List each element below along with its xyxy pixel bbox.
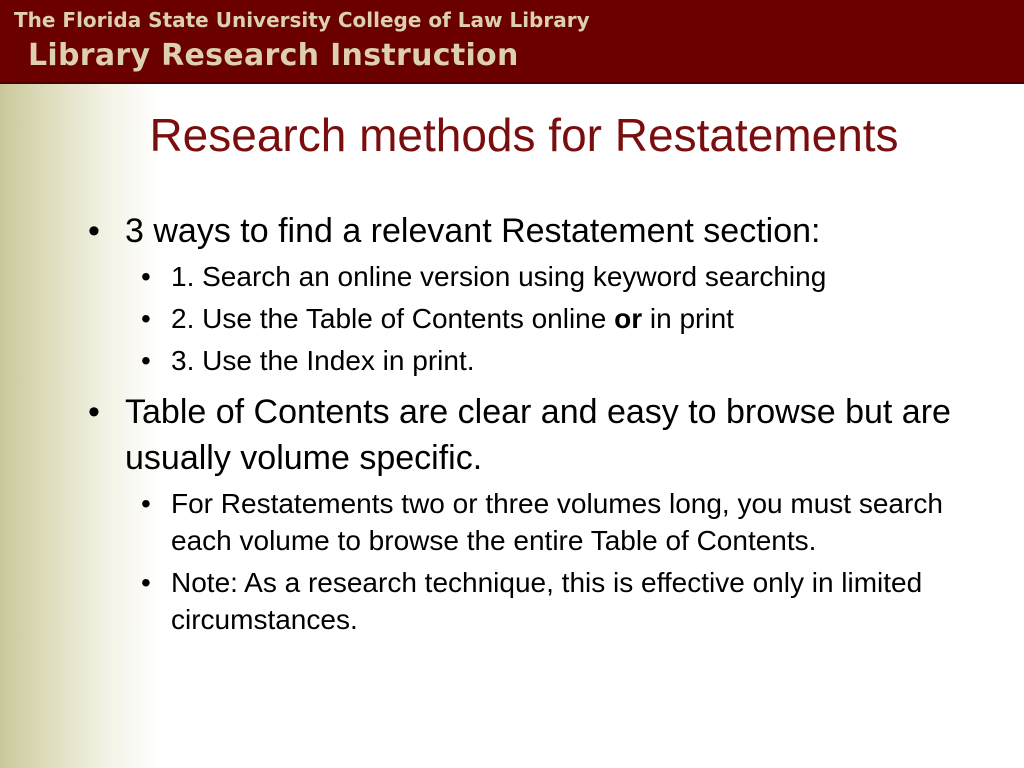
- bullet-item: [88, 208, 998, 254]
- slide-content: [88, 208, 998, 643]
- header-banner: [0, 0, 1024, 84]
- sub-bullet-icon: •: [141, 567, 151, 598]
- sub-bullet-item: [88, 485, 998, 559]
- bullet-text: 3 ways to find a relevant Restatement section:: [125, 212, 821, 250]
- sub-bullet-icon: •: [141, 303, 151, 334]
- series-title: Library Research Instruction: [28, 38, 519, 73]
- sub-bullet-text: Note: As a research technique, this is effective only in limited circumstances.: [171, 567, 923, 635]
- bullet-icon: •: [88, 393, 100, 431]
- sub-bullet-item: [88, 342, 998, 379]
- bullet-item: [88, 389, 998, 481]
- sub-bullet-emphasis: or: [614, 303, 643, 334]
- sub-bullet-icon: •: [141, 261, 151, 292]
- sub-bullet-text: 3. Use the Index in print.: [171, 345, 475, 376]
- institution-name: The Florida State University College of Law Library: [14, 8, 590, 32]
- sub-bullet-icon: •: [141, 488, 151, 519]
- sub-bullet-icon: •: [141, 345, 151, 376]
- sub-bullet-item: [88, 300, 998, 337]
- slide-title: Research methods for Restatements: [149, 109, 899, 161]
- bullet-icon: •: [88, 212, 100, 250]
- sub-bullet-text: 1. Search an online version using keyword searching: [171, 261, 827, 292]
- sub-bullet-text-end: in print: [642, 303, 734, 334]
- sub-bullet-text-start: 2. Use the Table of Contents online: [171, 303, 615, 334]
- sub-bullet-item: [88, 258, 998, 295]
- sub-bullet-item: [88, 564, 998, 638]
- sub-bullet-text: For Restatements two or three volumes long, you must search each volume to browse the entire Table of Contents.: [171, 488, 943, 556]
- bullet-text: Table of Contents are clear and easy to browse but are usually volume specific.: [125, 393, 951, 477]
